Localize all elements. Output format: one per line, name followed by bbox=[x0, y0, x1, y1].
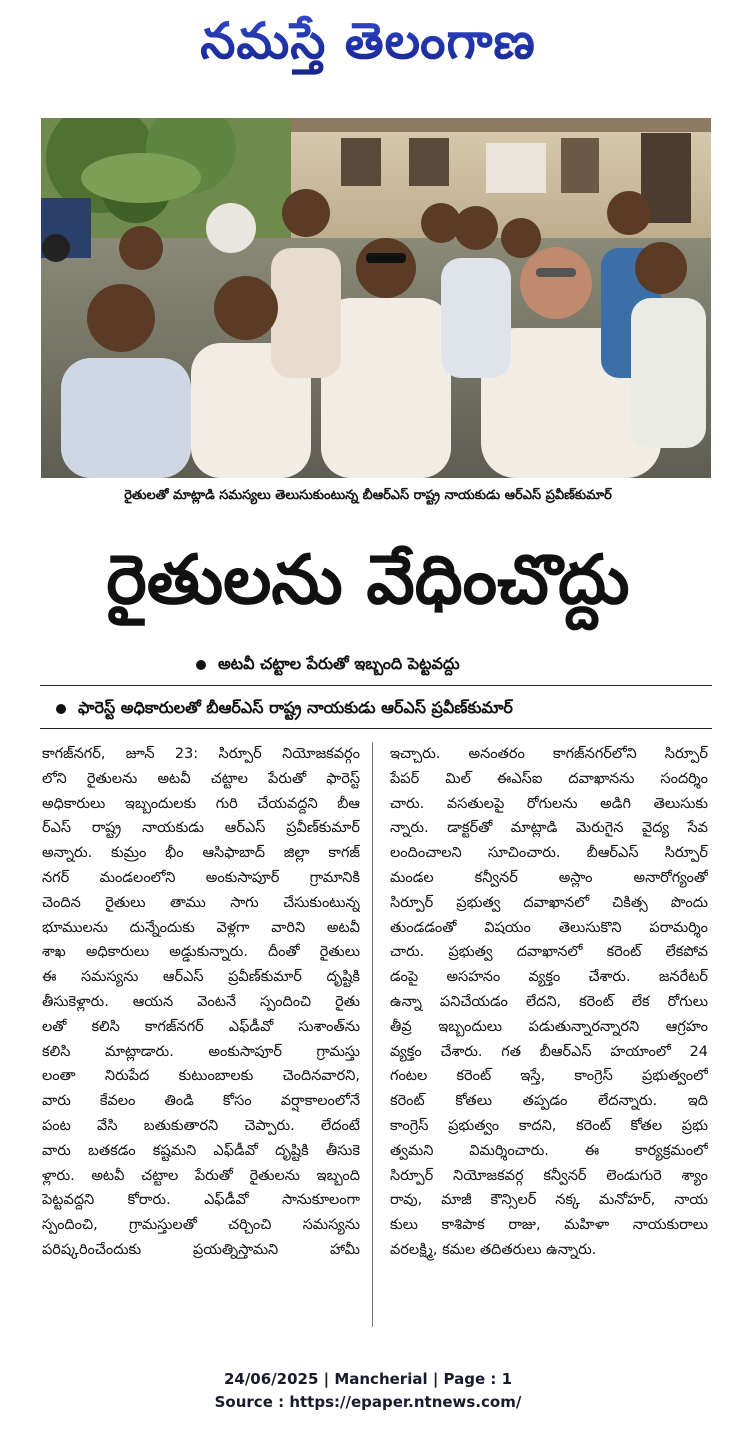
body-line: లందించాలని సూచించారు. బీఆర్ఎస్ సిర్పూర్ bbox=[390, 845, 708, 862]
body-line: చారు. ప్రభుత్వ దవాఖానలో కరెంట్ లేకపోవ bbox=[390, 944, 708, 961]
body-line: పంట వేసి బతుకుతారని చెప్పారు. లేదంటే bbox=[42, 1117, 360, 1134]
body-line: సిర్పూర్ ప్రభుత్వ దవాఖానలో చికిత్స పొందు bbox=[390, 894, 708, 911]
body-line: చారు. వసతులపై రోగులను అడిగి తెలుసుకు bbox=[390, 795, 708, 812]
body-line: శాఖ అధికారులు అడ్డుకున్నారు. దీంతో రైతులు bbox=[42, 944, 360, 961]
body-line: అన్నారు. కుమ్రం భీం ఆసిఫాబాద్ జిల్లా కాగజ్ bbox=[42, 845, 360, 862]
footer-date-line: 24/06/2025 | Mancherial | Page : 1 bbox=[223, 1370, 513, 1388]
body-line: భూములను దున్నేందుకు వెళ్లగా వారిని అటవీ bbox=[42, 919, 360, 936]
body-line: లతో కలిసి కాగజ్‌నగర్ ఎఫ్‌డీవో సుశాంత్‌ను bbox=[42, 1018, 360, 1035]
body-line: పరిష్కరించేందుకు ప్రయత్నిస్తామని హామీ bbox=[42, 1241, 360, 1258]
photo-illustration bbox=[41, 118, 711, 478]
body-line: ళ్లారు. అటవీ చట్టాల పేరుతో రైతులను ఇబ్బంది bbox=[42, 1167, 360, 1184]
masthead bbox=[0, 6, 736, 80]
body-line: డంపై అసహనం వ్యక్తం చేశారు. జనరేటర్ bbox=[390, 969, 708, 986]
subheading-1 bbox=[196, 651, 460, 677]
divider bbox=[40, 728, 712, 729]
body-line: త్వమని విమర్శించారు. ఈ కార్యక్రమంలో bbox=[390, 1142, 708, 1159]
body-line: కలిసి మాట్లాడారు. అంకుసాపూర్ గ్రామస్తు bbox=[42, 1043, 360, 1060]
body-line: ఇచ్చారు. అనంతరం కాగజ్‌నగర్‌లోని సిర్పూర్ bbox=[390, 746, 708, 762]
body-line: పేపర్ మిల్ ఈఎస్ఐ దవాఖానను సందర్శిం bbox=[390, 770, 708, 787]
body-line: స్పందించి, గ్రామస్తులతో చర్చించి సమస్యను bbox=[42, 1217, 360, 1234]
body-line: లంతా నిరుపేద కుటుంబాలకు చెందినవారని, bbox=[42, 1068, 360, 1085]
headline: రైతులను వేధించొద్దు bbox=[106, 541, 630, 620]
body-line: వరలక్ష్మి, కమల తదితరులు ఉన్నారు. bbox=[390, 1241, 597, 1258]
bullet-icon bbox=[56, 704, 66, 714]
bullet-icon bbox=[196, 660, 206, 670]
article-column-right bbox=[390, 742, 708, 1263]
body-line: గంటల కరెంట్ ఇస్తే, కాంగ్రెస్ ప్రభుత్వంలో bbox=[390, 1068, 708, 1085]
body-line: కాగజ్‌నగర్, జూన్ 23: సిర్పూర్ నియోజకవర్గం bbox=[42, 746, 360, 762]
footer-source: Source : https://epaper.ntnews.com/ bbox=[214, 1393, 522, 1411]
body-line: పెట్టవద్దని కోరారు. ఎఫ్‌డీవో సానుకూలంగా bbox=[42, 1192, 360, 1209]
subheading-2 bbox=[56, 695, 513, 721]
body-line: వారు కేవలం తిండి కోసం వర్షాకాలంలోనే bbox=[42, 1093, 360, 1110]
body-line: వ్యక్తం చేశారు. గత బీఆర్ఎస్ హయాంలో 24 bbox=[390, 1043, 708, 1060]
photo-caption: రైతులతో మాట్లాడి సమస్యలు తెలుసుకుంటున్న బీఆర్ఎస్ రాష్ట్ర నాయకుడు ఆర్ఎస్ ప్రవీణ్‌కుమార్ bbox=[124, 488, 612, 503]
article-column-left bbox=[42, 742, 360, 1263]
body-line: అధికారులు ఇబ్బందులకు గురి చేయవద్దని బీఆ bbox=[42, 795, 360, 812]
body-line: కులు కాశిపాక రాజు, మహిళా నాయకురాలు bbox=[390, 1217, 708, 1234]
body-line: సిర్పూర్ నియోజకవర్గ కన్వీనర్ లెండుగురె శ్యాం bbox=[390, 1167, 708, 1184]
body-line: నగర్ మండలంలోని అంకుసాపూర్ గ్రామానికి bbox=[42, 869, 360, 886]
body-line: ఈ సమస్యను ఆర్ఎస్ ప్రవీణ్‌కుమార్ దృష్టికి bbox=[42, 969, 360, 986]
masthead-title: నమస్తే తెలంగాణ bbox=[200, 6, 536, 76]
body-line: తీసుకెళ్లారు. ఆయన వెంటనే స్పందించి రైతు bbox=[42, 993, 360, 1010]
body-line: మండల కన్వీనర్ అస్లాం అనారోగ్యంతో bbox=[390, 869, 708, 886]
subheading-1-text: అటవీ చట్టాల పేరుతో ఇబ్బంది పెట్టవద్దు bbox=[218, 654, 460, 673]
subheading-2-text: ఫారెస్ట్ అధికారులతో బీఆర్ఎస్ రాష్ట్ర నాయకుడు ఆర్ఎస్ ప్రవీణ్‌కుమార్ bbox=[78, 698, 513, 717]
body-line: కాంగ్రెస్ ప్రభుత్వం కాదని, కరెంట్ కోతల ప్రభు bbox=[390, 1117, 708, 1134]
body-line: కరెంట్ కోతలు తప్పడం లేదన్నారు. ఇది bbox=[390, 1093, 708, 1110]
body-line: ఉన్నా పనిచేయడం లేదని, కరెంట్ లేక రోగులు bbox=[390, 993, 708, 1010]
body-line: లోని రైతులను అటవీ చట్టాల పేరుతో ఫారెస్ట్ bbox=[42, 770, 360, 787]
body-line: ర్ఎస్ రాష్ట్ర నాయకుడు ఆర్ఎస్ ప్రవీణ్‌కుమార్ bbox=[42, 820, 360, 837]
divider bbox=[40, 685, 712, 686]
body-line: తీవ్ర ఇబ్బందులు పడుతున్నారన్నారని ఆగ్రహం bbox=[390, 1018, 708, 1035]
body-line: చెందిన రైతులు తాము సాగు చేసుకుంటున్న bbox=[42, 894, 360, 911]
body-line: న్నారు. డాక్టర్‌తో మాట్లాడి మెరుగైన వైద్య సేవ bbox=[390, 820, 708, 837]
column-divider bbox=[372, 742, 373, 1327]
body-line: తుండడంతో విషయం తెలుసుకొని పరామర్శిం bbox=[390, 919, 708, 936]
news-photo bbox=[41, 118, 711, 478]
body-line: వారు బతకడం కష్టమని ఎఫ్‌డీవో దృష్టికి తీసుకె bbox=[42, 1142, 360, 1159]
body-line: రావు, మాజీ కౌన్సిలర్ నక్క మనోహర్, నాయ bbox=[390, 1192, 708, 1209]
